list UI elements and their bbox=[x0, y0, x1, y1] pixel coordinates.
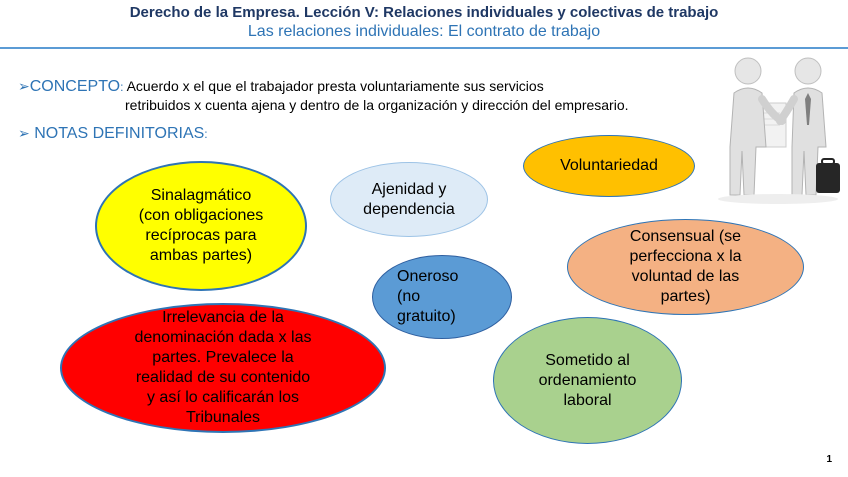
concept-line bbox=[18, 78, 544, 96]
notas-line bbox=[18, 125, 208, 143]
arrow-bullet-icon: ➢ bbox=[18, 78, 30, 94]
note-irrelevancia: Irrelevancia de la denominación dada x las partes. Prevalece la realidad de su contenido y así lo calificarán los Tribunales bbox=[60, 303, 386, 433]
slide-title: Derecho de la Empresa. Lección V: Relaciones individuales y colectivas de trabajo bbox=[129, 4, 719, 21]
note-voluntariedad: Voluntariedad bbox=[523, 135, 695, 197]
concept-separator: : bbox=[120, 80, 124, 94]
note-ajenidad: Ajenidad y dependencia bbox=[330, 162, 488, 237]
concept-text-line2: retribuidos x cuenta ajena y dentro de la organización y dirección del empresario. bbox=[125, 97, 629, 113]
header-divider bbox=[0, 47, 848, 49]
concept-label: CONCEPTO bbox=[29, 78, 121, 95]
note-sinalagmatico: Sinalagmático (con obligaciones recíprocas para ambas partes) bbox=[95, 161, 307, 291]
notas-separator: : bbox=[204, 127, 208, 141]
page-number: 1 bbox=[826, 454, 832, 465]
arrow-bullet-icon: ➢ bbox=[18, 125, 30, 141]
handshake-illustration bbox=[712, 55, 844, 205]
note-oneroso: Oneroso (no gratuito) bbox=[372, 255, 512, 339]
note-consensual: Consensual (se perfecciona x la voluntad de las partes) bbox=[567, 219, 804, 315]
note-sometido: Sometido al ordenamiento laboral bbox=[493, 317, 682, 444]
concept-text-line1: Acuerdo x el que el trabajador presta voluntariamente sus servicios bbox=[126, 78, 544, 94]
notas-label: NOTAS DEFINITORIAS bbox=[34, 125, 205, 142]
slide-subtitle: Las relaciones individuales: El contrato de trabajo bbox=[247, 23, 601, 40]
